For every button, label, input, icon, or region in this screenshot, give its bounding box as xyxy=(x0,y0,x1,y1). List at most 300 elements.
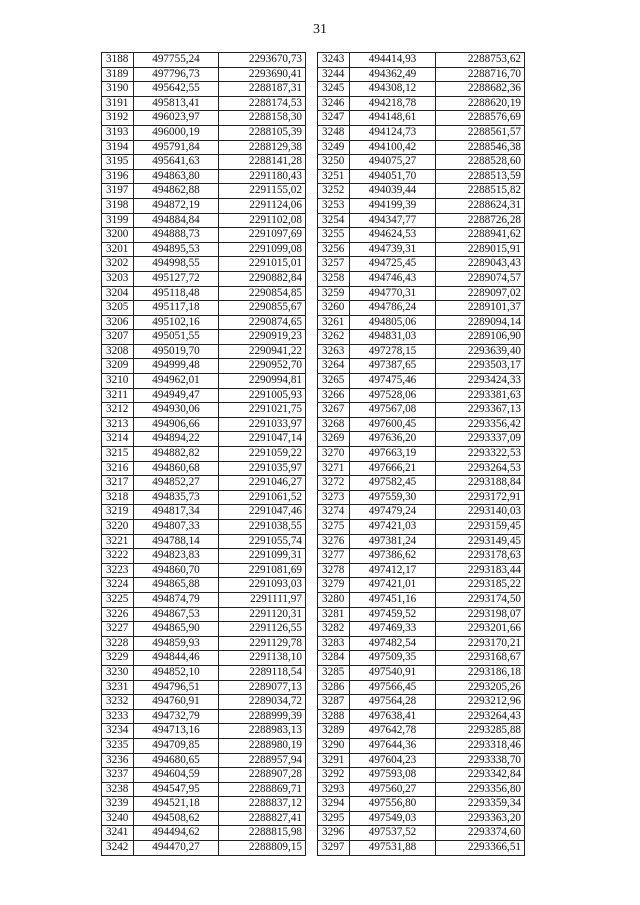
x-coordinate-cell: 494124,73 xyxy=(350,125,436,140)
point-number-cell: 3215 xyxy=(102,447,134,462)
y-coordinate-cell: 2288815,98 xyxy=(219,826,306,841)
x-coordinate-cell: 495127,72 xyxy=(134,271,219,286)
x-coordinate-cell: 497636,20 xyxy=(350,432,436,447)
point-number-cell: 3287 xyxy=(318,695,350,710)
table-row xyxy=(102,198,306,213)
x-coordinate-cell: 494999,48 xyxy=(134,359,219,374)
table-row xyxy=(318,374,525,389)
y-coordinate-cell: 2293212,96 xyxy=(436,695,525,710)
table-row xyxy=(318,96,525,111)
point-number-cell: 3290 xyxy=(318,738,350,753)
x-coordinate-cell: 494362,49 xyxy=(350,67,436,82)
x-coordinate-cell: 497421,03 xyxy=(350,520,436,535)
y-coordinate-cell: 2291081,69 xyxy=(219,563,306,578)
y-coordinate-cell: 2291015,01 xyxy=(219,257,306,272)
point-number-cell: 3204 xyxy=(102,286,134,301)
table-row xyxy=(102,286,306,301)
y-coordinate-cell: 2293367,13 xyxy=(436,403,525,418)
x-coordinate-cell: 494860,70 xyxy=(134,563,219,578)
y-coordinate-cell: 2288726,28 xyxy=(436,213,525,228)
point-number-cell: 3256 xyxy=(318,242,350,257)
y-coordinate-cell: 2291097,69 xyxy=(219,228,306,243)
table-row xyxy=(102,841,306,856)
point-number-cell: 3261 xyxy=(318,315,350,330)
table-row xyxy=(102,826,306,841)
y-coordinate-cell: 2293149,45 xyxy=(436,534,525,549)
y-coordinate-cell: 2293159,45 xyxy=(436,520,525,535)
x-coordinate-cell: 497644,36 xyxy=(350,738,436,753)
point-number-cell: 3197 xyxy=(102,184,134,199)
y-coordinate-cell: 2288809,15 xyxy=(219,841,306,856)
x-coordinate-cell: 494051,70 xyxy=(350,169,436,184)
y-coordinate-cell: 2293338,70 xyxy=(436,753,525,768)
table-row xyxy=(318,417,525,432)
table-row xyxy=(102,797,306,812)
table-row xyxy=(318,388,525,403)
table-row xyxy=(318,169,525,184)
y-coordinate-cell: 2293363,20 xyxy=(436,811,525,826)
x-coordinate-cell: 494823,83 xyxy=(134,549,219,564)
y-coordinate-cell: 2293322,53 xyxy=(436,447,525,462)
y-coordinate-cell: 2293356,42 xyxy=(436,417,525,432)
point-number-cell: 3283 xyxy=(318,636,350,651)
x-coordinate-cell: 497482,54 xyxy=(350,636,436,651)
table-row xyxy=(318,738,525,753)
point-number-cell: 3241 xyxy=(102,826,134,841)
table-row xyxy=(102,724,306,739)
x-coordinate-cell: 494100,42 xyxy=(350,140,436,155)
y-coordinate-cell: 2288576,69 xyxy=(436,111,525,126)
coordinates-table-left xyxy=(101,52,306,856)
x-coordinate-cell: 497593,08 xyxy=(350,768,436,783)
point-number-cell: 3194 xyxy=(102,140,134,155)
x-coordinate-cell: 494604,59 xyxy=(134,768,219,783)
y-coordinate-cell: 2291059,22 xyxy=(219,447,306,462)
x-coordinate-cell: 497540,91 xyxy=(350,665,436,680)
point-number-cell: 3210 xyxy=(102,374,134,389)
y-coordinate-cell: 2289106,90 xyxy=(436,330,525,345)
y-coordinate-cell: 2288827,41 xyxy=(219,811,306,826)
table-row xyxy=(102,461,306,476)
table-row xyxy=(102,82,306,97)
x-coordinate-cell: 494805,06 xyxy=(350,315,436,330)
y-coordinate-cell: 2293342,84 xyxy=(436,768,525,783)
y-coordinate-cell: 2291055,74 xyxy=(219,534,306,549)
x-coordinate-cell: 494817,34 xyxy=(134,505,219,520)
point-number-cell: 3216 xyxy=(102,461,134,476)
x-coordinate-cell: 494796,51 xyxy=(134,680,219,695)
x-coordinate-cell: 497469,33 xyxy=(350,622,436,637)
y-coordinate-cell: 2291099,08 xyxy=(219,242,306,257)
table-row xyxy=(102,213,306,228)
y-coordinate-cell: 2293168,67 xyxy=(436,651,525,666)
y-coordinate-cell: 2291047,46 xyxy=(219,505,306,520)
y-coordinate-cell: 2288129,38 xyxy=(219,140,306,155)
x-coordinate-cell: 497531,88 xyxy=(350,841,436,856)
table-row xyxy=(102,125,306,140)
x-coordinate-cell: 495641,63 xyxy=(134,155,219,170)
point-number-cell: 3221 xyxy=(102,534,134,549)
table-row xyxy=(318,242,525,257)
table-row xyxy=(318,651,525,666)
point-number-cell: 3236 xyxy=(102,753,134,768)
point-number-cell: 3258 xyxy=(318,271,350,286)
point-number-cell: 3289 xyxy=(318,724,350,739)
table-row xyxy=(318,549,525,564)
x-coordinate-cell: 497278,15 xyxy=(350,344,436,359)
table-row xyxy=(318,257,525,272)
table-row xyxy=(102,768,306,783)
table-row xyxy=(318,301,525,316)
x-coordinate-cell: 497537,52 xyxy=(350,826,436,841)
table-row xyxy=(102,549,306,564)
x-coordinate-cell: 494308,12 xyxy=(350,82,436,97)
point-number-cell: 3286 xyxy=(318,680,350,695)
table-row xyxy=(102,374,306,389)
x-coordinate-cell: 496023,97 xyxy=(134,111,219,126)
point-number-cell: 3251 xyxy=(318,169,350,184)
point-number-cell: 3247 xyxy=(318,111,350,126)
x-coordinate-cell: 494962,01 xyxy=(134,374,219,389)
table-row xyxy=(102,505,306,520)
point-number-cell: 3198 xyxy=(102,198,134,213)
table-row xyxy=(318,724,525,739)
point-number-cell: 3260 xyxy=(318,301,350,316)
table-row xyxy=(318,768,525,783)
x-coordinate-cell: 495051,55 xyxy=(134,330,219,345)
table-row xyxy=(318,198,525,213)
point-number-cell: 3213 xyxy=(102,417,134,432)
x-coordinate-cell: 497421,01 xyxy=(350,578,436,593)
y-coordinate-cell: 2290941,22 xyxy=(219,344,306,359)
table-row xyxy=(318,359,525,374)
x-coordinate-cell: 494862,88 xyxy=(134,184,219,199)
y-coordinate-cell: 2288515,82 xyxy=(436,184,525,199)
table-row xyxy=(318,286,525,301)
point-number-cell: 3277 xyxy=(318,549,350,564)
y-coordinate-cell: 2290952,70 xyxy=(219,359,306,374)
y-coordinate-cell: 2291047,14 xyxy=(219,432,306,447)
y-coordinate-cell: 2293178,63 xyxy=(436,549,525,564)
table-row xyxy=(318,534,525,549)
y-coordinate-cell: 2293185,22 xyxy=(436,578,525,593)
table-row xyxy=(318,811,525,826)
table-row xyxy=(318,155,525,170)
y-coordinate-cell: 2293366,51 xyxy=(436,841,525,856)
table-row xyxy=(318,578,525,593)
point-number-cell: 3220 xyxy=(102,520,134,535)
x-coordinate-cell: 494998,55 xyxy=(134,257,219,272)
x-coordinate-cell: 497582,45 xyxy=(350,476,436,491)
y-coordinate-cell: 2291021,75 xyxy=(219,403,306,418)
y-coordinate-cell: 2289077,13 xyxy=(219,680,306,695)
point-number-cell: 3209 xyxy=(102,359,134,374)
point-number-cell: 3275 xyxy=(318,520,350,535)
x-coordinate-cell: 497604,23 xyxy=(350,753,436,768)
y-coordinate-cell: 2291126,55 xyxy=(219,622,306,637)
x-coordinate-cell: 494414,93 xyxy=(350,53,436,68)
x-coordinate-cell: 497412,17 xyxy=(350,563,436,578)
y-coordinate-cell: 2293201,66 xyxy=(436,622,525,637)
x-coordinate-cell: 494930,06 xyxy=(134,403,219,418)
table-row xyxy=(102,432,306,447)
y-coordinate-cell: 2289015,91 xyxy=(436,242,525,257)
x-coordinate-cell: 494075,27 xyxy=(350,155,436,170)
y-coordinate-cell: 2291005,93 xyxy=(219,388,306,403)
x-coordinate-cell: 497556,80 xyxy=(350,797,436,812)
x-coordinate-cell: 497386,62 xyxy=(350,549,436,564)
point-number-cell: 3238 xyxy=(102,782,134,797)
y-coordinate-cell: 2288174,53 xyxy=(219,96,306,111)
x-coordinate-cell: 495019,70 xyxy=(134,344,219,359)
y-coordinate-cell: 2291033,97 xyxy=(219,417,306,432)
y-coordinate-cell: 2288941,62 xyxy=(436,228,525,243)
point-number-cell: 3254 xyxy=(318,213,350,228)
y-coordinate-cell: 2293670,73 xyxy=(219,53,306,68)
table-row xyxy=(102,315,306,330)
y-coordinate-cell: 2290919,23 xyxy=(219,330,306,345)
x-coordinate-cell: 494732,79 xyxy=(134,709,219,724)
x-coordinate-cell: 497479,24 xyxy=(350,505,436,520)
x-coordinate-cell: 494949,47 xyxy=(134,388,219,403)
point-number-cell: 3214 xyxy=(102,432,134,447)
y-coordinate-cell: 2288837,12 xyxy=(219,797,306,812)
y-coordinate-cell: 2293359,34 xyxy=(436,797,525,812)
table-row xyxy=(102,169,306,184)
table-row xyxy=(102,695,306,710)
point-number-cell: 3211 xyxy=(102,388,134,403)
y-coordinate-cell: 2289118,54 xyxy=(219,665,306,680)
table-row xyxy=(318,82,525,97)
point-number-cell: 3255 xyxy=(318,228,350,243)
x-coordinate-cell: 494894,22 xyxy=(134,432,219,447)
x-coordinate-cell: 494852,27 xyxy=(134,476,219,491)
x-coordinate-cell: 495118,48 xyxy=(134,286,219,301)
table-row xyxy=(102,490,306,505)
point-number-cell: 3249 xyxy=(318,140,350,155)
y-coordinate-cell: 2288716,70 xyxy=(436,67,525,82)
y-coordinate-cell: 2291124,06 xyxy=(219,198,306,213)
y-coordinate-cell: 2288624,31 xyxy=(436,198,525,213)
point-number-cell: 3207 xyxy=(102,330,134,345)
y-coordinate-cell: 2288105,39 xyxy=(219,125,306,140)
table-row xyxy=(318,695,525,710)
x-coordinate-cell: 494852,10 xyxy=(134,665,219,680)
x-coordinate-cell: 494039,44 xyxy=(350,184,436,199)
x-coordinate-cell: 494863,80 xyxy=(134,169,219,184)
x-coordinate-cell: 496000,19 xyxy=(134,125,219,140)
table-row xyxy=(318,67,525,82)
y-coordinate-cell: 2288528,60 xyxy=(436,155,525,170)
point-number-cell: 3230 xyxy=(102,665,134,680)
point-number-cell: 3246 xyxy=(318,96,350,111)
point-number-cell: 3271 xyxy=(318,461,350,476)
x-coordinate-cell: 497564,28 xyxy=(350,695,436,710)
x-coordinate-cell: 494713,16 xyxy=(134,724,219,739)
table-row xyxy=(318,841,525,856)
y-coordinate-cell: 2293205,26 xyxy=(436,680,525,695)
y-coordinate-cell: 2289034,72 xyxy=(219,695,306,710)
table-row xyxy=(318,140,525,155)
x-coordinate-cell: 497559,30 xyxy=(350,490,436,505)
table-row xyxy=(318,344,525,359)
point-number-cell: 3188 xyxy=(102,53,134,68)
table-row xyxy=(102,592,306,607)
point-number-cell: 3297 xyxy=(318,841,350,856)
x-coordinate-cell: 495813,41 xyxy=(134,96,219,111)
point-number-cell: 3196 xyxy=(102,169,134,184)
table-row xyxy=(102,271,306,286)
y-coordinate-cell: 2291093,03 xyxy=(219,578,306,593)
x-coordinate-cell: 494218,78 xyxy=(350,96,436,111)
table-row xyxy=(318,636,525,651)
y-coordinate-cell: 2291129,78 xyxy=(219,636,306,651)
table-row xyxy=(102,680,306,695)
point-number-cell: 3212 xyxy=(102,403,134,418)
table-row xyxy=(318,505,525,520)
table-row xyxy=(318,461,525,476)
table-row xyxy=(318,680,525,695)
x-coordinate-cell: 497381,24 xyxy=(350,534,436,549)
table-row xyxy=(102,344,306,359)
point-number-cell: 3235 xyxy=(102,738,134,753)
x-coordinate-cell: 494807,33 xyxy=(134,520,219,535)
y-coordinate-cell: 2293424,33 xyxy=(436,374,525,389)
y-coordinate-cell: 2290994,81 xyxy=(219,374,306,389)
table-row xyxy=(102,53,306,68)
table-row xyxy=(318,125,525,140)
x-coordinate-cell: 494874,79 xyxy=(134,592,219,607)
point-number-cell: 3278 xyxy=(318,563,350,578)
x-coordinate-cell: 494547,95 xyxy=(134,782,219,797)
x-coordinate-cell: 494739,31 xyxy=(350,242,436,257)
point-number-cell: 3292 xyxy=(318,768,350,783)
x-coordinate-cell: 494770,31 xyxy=(350,286,436,301)
point-number-cell: 3237 xyxy=(102,768,134,783)
point-number-cell: 3273 xyxy=(318,490,350,505)
point-number-cell: 3295 xyxy=(318,811,350,826)
y-coordinate-cell: 2293503,17 xyxy=(436,359,525,374)
table-row xyxy=(102,140,306,155)
y-coordinate-cell: 2291099,31 xyxy=(219,549,306,564)
point-number-cell: 3203 xyxy=(102,271,134,286)
point-number-cell: 3270 xyxy=(318,447,350,462)
table-row xyxy=(102,709,306,724)
table-row xyxy=(318,665,525,680)
x-coordinate-cell: 497796,73 xyxy=(134,67,219,82)
table-row xyxy=(318,403,525,418)
y-coordinate-cell: 2290854,85 xyxy=(219,286,306,301)
point-number-cell: 3195 xyxy=(102,155,134,170)
y-coordinate-cell: 2288620,19 xyxy=(436,96,525,111)
table-row xyxy=(102,184,306,199)
table-row xyxy=(102,665,306,680)
table-row xyxy=(318,709,525,724)
point-number-cell: 3242 xyxy=(102,841,134,856)
point-number-cell: 3288 xyxy=(318,709,350,724)
table-row xyxy=(102,534,306,549)
point-number-cell: 3231 xyxy=(102,680,134,695)
y-coordinate-cell: 2288141,28 xyxy=(219,155,306,170)
point-number-cell: 3274 xyxy=(318,505,350,520)
point-number-cell: 3192 xyxy=(102,111,134,126)
point-number-cell: 3263 xyxy=(318,344,350,359)
table-row xyxy=(318,432,525,447)
table-row xyxy=(102,563,306,578)
y-coordinate-cell: 2289101,37 xyxy=(436,301,525,316)
x-coordinate-cell: 494746,43 xyxy=(350,271,436,286)
y-coordinate-cell: 2291061,52 xyxy=(219,490,306,505)
y-coordinate-cell: 2288682,36 xyxy=(436,82,525,97)
table-row xyxy=(102,96,306,111)
table-row xyxy=(102,607,306,622)
table-row xyxy=(102,417,306,432)
x-coordinate-cell: 494786,24 xyxy=(350,301,436,316)
y-coordinate-cell: 2288753,62 xyxy=(436,53,525,68)
table-row xyxy=(102,738,306,753)
table-row xyxy=(102,520,306,535)
y-coordinate-cell: 2293264,53 xyxy=(436,461,525,476)
x-coordinate-cell: 497638,41 xyxy=(350,709,436,724)
y-coordinate-cell: 2291155,02 xyxy=(219,184,306,199)
y-coordinate-cell: 2289043,43 xyxy=(436,257,525,272)
x-coordinate-cell: 494347,77 xyxy=(350,213,436,228)
table-row xyxy=(318,271,525,286)
x-coordinate-cell: 494494,62 xyxy=(134,826,219,841)
point-number-cell: 3217 xyxy=(102,476,134,491)
point-number-cell: 3193 xyxy=(102,125,134,140)
y-coordinate-cell: 2293318,46 xyxy=(436,738,525,753)
point-number-cell: 3227 xyxy=(102,622,134,637)
table-row xyxy=(318,184,525,199)
point-number-cell: 3253 xyxy=(318,198,350,213)
point-number-cell: 3284 xyxy=(318,651,350,666)
table-row xyxy=(318,447,525,462)
table-row xyxy=(318,330,525,345)
y-coordinate-cell: 2289097,02 xyxy=(436,286,525,301)
y-coordinate-cell: 2288980,19 xyxy=(219,738,306,753)
table-row xyxy=(102,330,306,345)
point-number-cell: 3265 xyxy=(318,374,350,389)
x-coordinate-cell: 494470,27 xyxy=(134,841,219,856)
x-coordinate-cell: 497528,06 xyxy=(350,388,436,403)
y-coordinate-cell: 2293264,43 xyxy=(436,709,525,724)
point-number-cell: 3205 xyxy=(102,301,134,316)
y-coordinate-cell: 2291038,55 xyxy=(219,520,306,535)
y-coordinate-cell: 2290874,65 xyxy=(219,315,306,330)
table-row xyxy=(102,476,306,491)
point-number-cell: 3206 xyxy=(102,315,134,330)
y-coordinate-cell: 2293198,07 xyxy=(436,607,525,622)
table-row xyxy=(102,242,306,257)
table-row xyxy=(318,592,525,607)
x-coordinate-cell: 494867,53 xyxy=(134,607,219,622)
point-number-cell: 3232 xyxy=(102,695,134,710)
x-coordinate-cell: 497566,45 xyxy=(350,680,436,695)
y-coordinate-cell: 2293188,84 xyxy=(436,476,525,491)
point-number-cell: 3291 xyxy=(318,753,350,768)
table-row xyxy=(102,301,306,316)
point-number-cell: 3219 xyxy=(102,505,134,520)
table-row xyxy=(102,155,306,170)
table-row xyxy=(102,359,306,374)
y-coordinate-cell: 2291180,43 xyxy=(219,169,306,184)
x-coordinate-cell: 497755,24 xyxy=(134,53,219,68)
point-number-cell: 3191 xyxy=(102,96,134,111)
point-number-cell: 3252 xyxy=(318,184,350,199)
point-number-cell: 3225 xyxy=(102,592,134,607)
table-row xyxy=(102,111,306,126)
